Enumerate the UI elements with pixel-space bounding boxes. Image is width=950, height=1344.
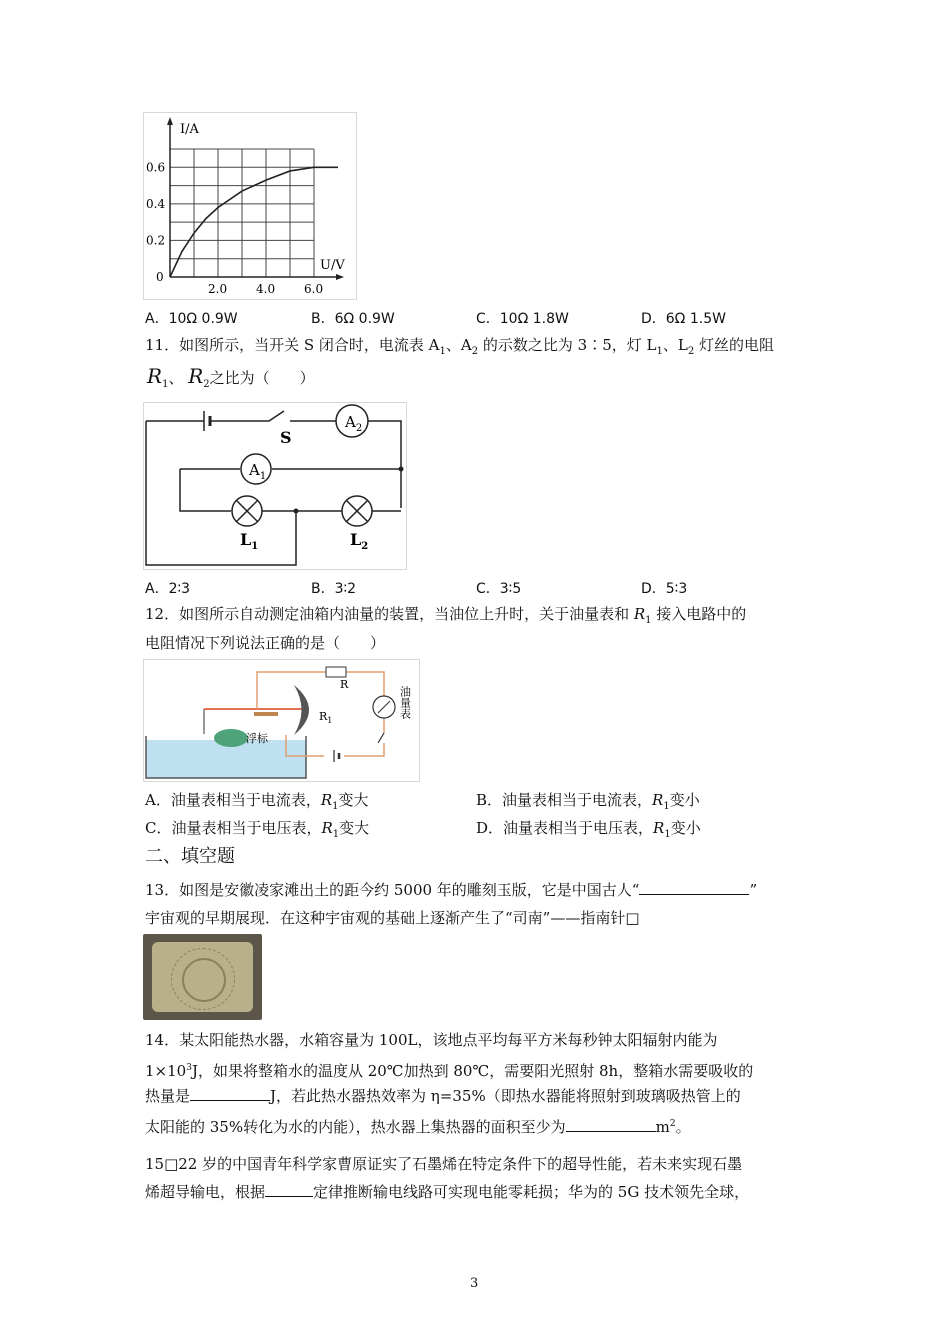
x-tick-label: 6.0 (304, 282, 324, 296)
q10-option-c[interactable]: C．10Ω 1.8W (476, 311, 569, 327)
y-tick-label: 0.2 (146, 233, 166, 248)
q14-stem-line4: 太阳能的 35%转化为水的内能），热水器上集热器的面积至少为 $m^2$。 (145, 1118, 691, 1136)
resistor-r-label: R (340, 678, 349, 691)
section-title: 二、填空题 (145, 846, 235, 867)
q13-answer-blank[interactable] (639, 880, 749, 895)
q12-stem-line2: 电阻情况下列说法正确的是（ ） (145, 634, 386, 652)
q12-stem-line1: 12．如图所示自动测定油箱内油量的装置，当油位上升时，关于油量表和 $R_1$ 接入电路中的 (145, 605, 747, 626)
q11-option-d[interactable]: D．5∶3 (641, 581, 688, 597)
q15-stem-line1: 15□22 岁的中国青年科学家曹原证实了石墨烯在特定条件下的超导性能，若未来实现石墨 (145, 1155, 743, 1173)
x-axis-label: U/V (320, 258, 345, 273)
y-axis-arrow (167, 117, 173, 125)
q12-option-a[interactable]: A．油量表相当于电流表，$R_1$变大 (145, 791, 369, 812)
circuit-diagram (144, 403, 406, 569)
q10-option-d[interactable]: D．6Ω 1.5W (641, 311, 726, 327)
float-label: 浮标 (246, 732, 268, 745)
q14-area-blank[interactable] (566, 1117, 656, 1132)
q12-option-b[interactable]: B．油量表相当于电流表，$R_1$变小 (476, 791, 700, 812)
y-axis-label: I/A (180, 122, 199, 137)
ammeter-a2-label: $A_2$ (345, 413, 363, 434)
lamp-l2-label: $L_2$ (350, 530, 369, 552)
oil-gauge-figure (143, 659, 420, 782)
q11-stem-line1: 11．如图所示，当开关 S 闭合时，电流表 $A_1$、$A_2$ 的示数之比为 3∶5，灯 $L_1$、$L_2$ 灯丝的电阻 (145, 336, 774, 357)
x-tick-label: 4.0 (256, 282, 276, 296)
q11-stem-line2: $R_1$、 $R_2$之比为（ ） (147, 364, 315, 390)
ammeter-a1-label: $A_1$ (249, 461, 267, 482)
q14-stem-line1: 14．某太阳能热水器，水箱容量为 100L，该地点平均每平方米每秒钟太阳辐射内能为 (145, 1031, 718, 1049)
q12-option-d[interactable]: D．油量表相当于电压表，$R_1$变小 (476, 819, 701, 840)
lamp-l1-label: $L_1$ (240, 530, 259, 552)
rheostat-r1-label: $R_1$ (319, 710, 333, 725)
q12-option-c[interactable]: C．油量表相当于电压表，$R_1$变大 (145, 819, 370, 840)
q10-option-b[interactable]: B．6Ω 0.9W (311, 311, 395, 327)
circuit-figure (143, 402, 407, 570)
q15-law-blank[interactable] (265, 1182, 313, 1197)
q14-stem-line3: 热量是 J，若此热水器热效率为 η=35%（即热水器能将照射到玻璃吸热管上的 (145, 1087, 741, 1105)
y-tick-label: 0.6 (146, 160, 166, 175)
q11-option-c[interactable]: C．3∶5 (476, 581, 522, 597)
q11-option-b[interactable]: B．3∶2 (311, 581, 357, 597)
oil-gauge-diagram (144, 660, 419, 781)
switch-label: S (280, 428, 292, 447)
q14-stem-line2: $1\times 10^3J$，如果将整箱水的温度从 20℃加热到 80℃，需要阳光照射 8h，整箱水需要吸收的 (145, 1062, 754, 1080)
x-tick-label: 2.0 (208, 282, 228, 296)
q13-stem-line1: 13．如图是安徽凌家滩出土的距今约 5000 年的雕刻玉版，它是中国古人“ ” (145, 881, 758, 899)
q11-option-a[interactable]: A．2∶3 (145, 581, 191, 597)
q14-heat-blank[interactable] (190, 1086, 270, 1101)
origin-label: 0 (156, 270, 164, 284)
page-number: 3 (470, 1276, 479, 1291)
q10-option-a[interactable]: A．10Ω 0.9W (145, 311, 238, 327)
iu-graph-figure (143, 112, 357, 300)
q15-stem-line2: 烯超导输电，根据 定律推断输电线路可实现电能零耗损；华为的 5G 技术领先全球， (145, 1183, 750, 1201)
jade-tablet-photo (143, 934, 262, 1020)
q13-stem-line2: 宇宙观的早期展现．在这种宇宙观的基础上逐渐产生了“司南”——指南针□ (145, 909, 640, 927)
y-tick-label: 0.4 (146, 196, 166, 211)
iu-graph-svg (144, 113, 356, 299)
oil-meter-label: 油量表 (398, 686, 412, 719)
x-axis-arrow (336, 274, 344, 280)
